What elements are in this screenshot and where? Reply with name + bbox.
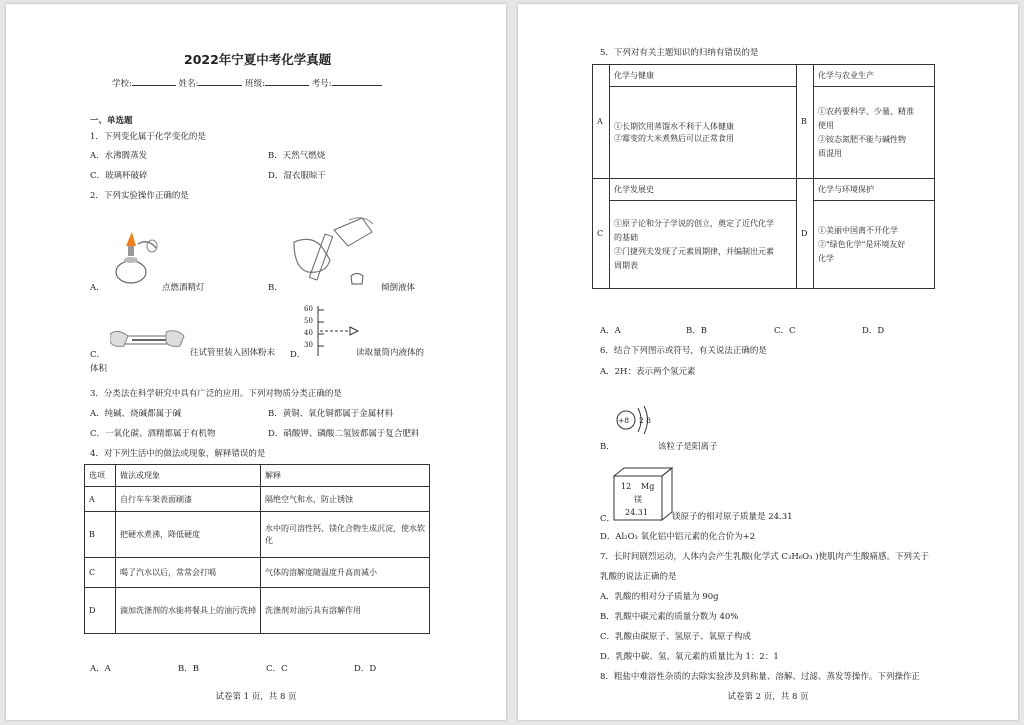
name-label: 姓名: — [178, 79, 199, 89]
table-row — [85, 588, 430, 634]
page-footer-2: 试卷第 2 页，共 8 页 — [727, 692, 809, 702]
q2-b-letter: B． — [268, 283, 283, 293]
q5-b-line-1: ①农药要科学、少量、精准 — [818, 106, 914, 116]
q5-b-line-3: ②铵态氮肥不能与碱性物 — [818, 134, 906, 144]
table-row — [85, 512, 430, 558]
q5-a-letter: A — [593, 65, 610, 179]
q4-row-a-explanation: 隔绝空气和水，防止锈蚀 — [261, 487, 430, 512]
q4-row-b-action: 把硬水煮沸，降低硬度 — [116, 512, 261, 558]
cylinder-tick-30: 30 — [304, 341, 313, 349]
atom-nucleus-label: +8 — [618, 416, 630, 425]
exam-no-label: 考号: — [311, 79, 332, 89]
q4-table-header — [85, 465, 430, 487]
q1-stem: 1．下列变化属于化学变化的是 — [90, 132, 206, 142]
q1-option-c: C．玻璃杯破碎 — [90, 171, 148, 181]
q4-row-d-option: D — [85, 588, 116, 634]
cylinder-tick-50: 50 — [304, 317, 313, 325]
q5-d-letter: D — [797, 179, 814, 289]
q7-option-d: D．乳酸中碳、氢、氧元素的质量比为 1：2：1 — [600, 652, 779, 662]
table-row — [593, 65, 935, 87]
q4-header-action: 做法或现象 — [116, 465, 261, 487]
q1-option-b: B．天然气燃烧 — [268, 151, 326, 161]
element-atomic-number: 12 — [621, 482, 632, 491]
q7-option-b: B．乳酸中碳元素的质量分数为 40% — [600, 612, 739, 622]
q4-row-d-explanation: 洗涤剂对油污具有溶解作用 — [261, 588, 430, 634]
q2-c-continued: 体积 — [90, 364, 108, 374]
q4-row-b-option: B — [85, 512, 116, 558]
q6-c-caption: 镁原子的相对原子质量是 24.31 — [672, 512, 793, 522]
q5-d-line-1: ①美丽中国离不开化学 — [818, 225, 898, 235]
q4-row-b-explanation: 水中的可溶性钙、镁化合物生成沉淀，使水软化 — [261, 512, 430, 558]
q7-option-c: C．乳酸由碳原子、氢原子、氧原子构成 — [600, 632, 752, 642]
element-symbol: Mg — [641, 482, 655, 491]
q6-option-d: D．Al₂O₃ 氧化铝中铝元素的化合价为+2 — [600, 532, 756, 542]
q3-option-c: C．一氧化碳、酒精都属于有机物 — [90, 429, 216, 439]
q2-stem: 2．下列实验操作正确的是 — [90, 191, 189, 201]
q5-b-heading: 化学与农业生产 — [814, 65, 935, 87]
q7-stem: 7．长时间剧烈运动，人体内会产生乳酸(化学式 C₃H₆O₃ )使肌肉产生酸痛感。下列关于 — [600, 552, 930, 562]
q5-c-line-2: 的基础 — [614, 232, 638, 242]
q6-c-letter: C． — [600, 514, 616, 524]
q5-d-line-2: ②"绿色化学"是环境友好 — [818, 239, 906, 249]
q5-d-line-3: 化学 — [818, 253, 834, 263]
q5-a-line-1: ①长期饮用蒸馏水不利于人体健康 — [614, 121, 734, 131]
q2-c-caption: 往试管里装入固体粉末 — [190, 348, 276, 358]
table-row — [85, 487, 430, 512]
q4-row-c-option: C — [85, 558, 116, 588]
cylinder-tick-40: 40 — [304, 329, 313, 337]
q3-stem: 3．分类法在科学研究中具有广泛的应用。下列对物质分类正确的是 — [90, 389, 342, 399]
q5-c-content — [610, 201, 797, 289]
q5-b-content — [814, 87, 935, 179]
q7-option-a: A．乳酸的相对分子质量为 90g — [600, 592, 719, 602]
section-heading: 一、单选题 — [90, 116, 133, 126]
q5-b-letter: B — [797, 65, 814, 179]
page-footer-1: 试卷第 1 页，共 8 页 — [215, 692, 297, 702]
q4-choice-a: A．A — [90, 664, 111, 674]
school-input[interactable] — [132, 77, 176, 86]
exam-no-input[interactable] — [332, 77, 382, 86]
q6-option-a: A．2H：表示两个氢元素 — [600, 367, 696, 377]
q4-choice-b: B．B — [178, 664, 199, 674]
q5-b-line-2: 使用 — [818, 120, 834, 130]
q3-option-d: D．硝酸钾、磷酸二氢铵都属于复合肥料 — [268, 429, 420, 439]
q5-choice-d: D．D — [862, 326, 885, 336]
table-row — [593, 87, 935, 179]
cylinder-tick-60: 60 — [304, 305, 313, 313]
q5-d-content — [814, 201, 935, 289]
q4-row-a-option: A — [85, 487, 116, 512]
q1-option-a: A．水沸腾蒸发 — [90, 151, 148, 161]
pour-liquid-figure — [289, 212, 379, 290]
q5-a-heading: 化学与健康 — [610, 65, 797, 87]
q7-stem-continued: 乳酸的说法正确的是 — [600, 572, 677, 582]
q1-option-d: D．湿衣服晾干 — [268, 171, 326, 181]
q5-c-heading: 化学发展史 — [610, 179, 797, 201]
graduated-cylinder-figure — [304, 304, 364, 356]
q3-option-a: A．纯碱、烧碱都属于碱 — [90, 409, 182, 419]
table-row — [593, 201, 935, 289]
q6-b-caption: 该粒子是阳离子 — [658, 442, 718, 452]
q4-header-explanation: 解释 — [261, 465, 430, 487]
q5-choice-c: C．C — [774, 326, 796, 336]
q4-row-a-action: 自行车车架表面刷漆 — [116, 487, 261, 512]
element-name: 镁 — [634, 495, 642, 504]
q5-table — [592, 64, 935, 289]
q2-c-letter: C． — [90, 350, 106, 360]
q4-choice-c: C．C — [266, 664, 288, 674]
q4-row-c-explanation: 气体的溶解度随温度升高而减小 — [261, 558, 430, 588]
exam-page-2 — [518, 4, 1018, 720]
element-mass: 24.31 — [625, 508, 648, 517]
q5-b-line-4: 质混用 — [818, 148, 842, 158]
q4-stem: 4．对下列生活中的做法或现象，解释错误的是 — [90, 449, 266, 459]
q8-stem: 8．粗盐中难溶性杂质的去除实验涉及到称量、溶解、过滤、蒸发等操作。下列操作正 — [600, 672, 920, 682]
q5-c-letter: C — [593, 179, 610, 289]
page-title: 2022年宁夏中考化学真题 — [184, 52, 332, 67]
school-label: 学校: — [112, 79, 132, 89]
table-row — [593, 179, 935, 201]
q2-d-caption: 读取量筒内液体的 — [356, 348, 425, 358]
q2-d-letter: D． — [290, 350, 306, 360]
name-input[interactable] — [198, 77, 242, 86]
student-info-line — [112, 77, 382, 90]
q2-a-letter: A． — [90, 283, 105, 293]
q6-stem: 6．结合下列图示或符号，有关说法正确的是 — [600, 346, 767, 356]
atom-shells-label: 2 8 — [639, 416, 651, 425]
class-label: 班级: — [245, 79, 266, 89]
table-row — [85, 558, 430, 588]
q5-c-line-1: ①原子论和分子学说的创立，奠定了近代化学 — [614, 218, 774, 228]
q3-option-b: B．黄铜、氧化铜都属于金属材料 — [268, 409, 394, 419]
alcohol-lamp-figure — [108, 232, 158, 290]
q6-b-letter: B． — [600, 442, 615, 452]
q4-row-c-action: 喝了汽水以后，常常会打嗝 — [116, 558, 261, 588]
q2-a-caption: 点燃酒精灯 — [162, 283, 205, 293]
class-input[interactable] — [265, 77, 309, 86]
q5-choice-b: B．B — [686, 326, 707, 336]
q4-row-d-action: 滴加洗涤剂的水能将餐具上的油污洗掉 — [116, 588, 261, 634]
q5-d-heading: 化学与环境保护 — [814, 179, 935, 201]
q5-a-content — [610, 87, 797, 179]
q4-header-option: 选项 — [85, 465, 116, 487]
add-powder-figure — [110, 328, 190, 352]
q5-choice-a: A．A — [600, 326, 621, 336]
q5-a-line-2: ②霉变的大米煮熟后可以正常食用 — [614, 133, 734, 143]
q5-c-line-3: ②门捷列夫发现了元素周期律，并编制出元素 — [614, 246, 774, 256]
q5-stem: 5．下列对有关主题知识的归纳有错误的是 — [600, 48, 759, 58]
q4-table — [84, 464, 430, 634]
q5-c-line-4: 周期表 — [614, 260, 638, 270]
q2-b-caption: 倾倒液体 — [381, 283, 416, 293]
q4-choice-d: D．D — [354, 664, 377, 674]
exam-page-1 — [6, 4, 506, 720]
